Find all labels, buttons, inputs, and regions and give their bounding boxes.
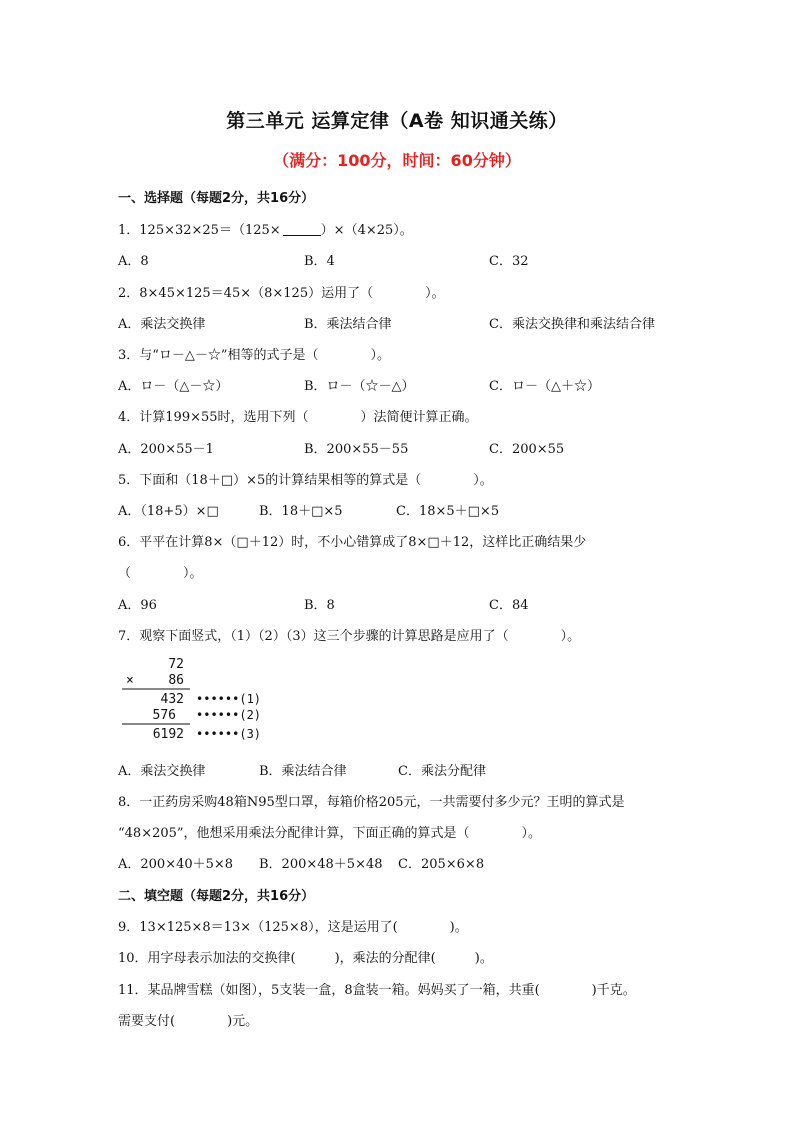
page-subtitle: （满分：100分，时间：60分钟）	[273, 151, 521, 170]
question-1-post: ）×（4×25）。	[320, 223, 413, 238]
q2-option-c[interactable]: C．乘法交换律和乘法结合律	[489, 317, 655, 332]
question-8-continued: “48×205”，他想采用乘法分配律计算，下面正确的算式是（ ）。	[118, 826, 542, 841]
q3-option-b[interactable]: B．ロ－（☆－△）	[304, 379, 415, 394]
q6-option-b[interactable]: B．8	[304, 598, 335, 613]
partial-product-1: 432	[160, 692, 184, 707]
final-product: 6192	[152, 727, 184, 742]
q7-option-b[interactable]: B．乘法结合律	[259, 764, 347, 779]
question-8: 8．一正药房采购48箱N95型口罩，每箱价格205元，一共需要付多少元？王明的算式是	[118, 795, 625, 810]
q3-option-a[interactable]: A．ロ－（△－☆）	[118, 379, 229, 394]
q4-option-b[interactable]: B．200×55－55	[304, 442, 409, 457]
q1-option-a[interactable]: A．8	[118, 254, 149, 269]
step-mark-3: ••••••(3)	[196, 727, 262, 741]
q4-option-c[interactable]: C．200×55	[489, 442, 565, 457]
question-7: 7．观察下面竖式，（1）（2）（3）这三个步骤的计算思路是应用了（ ）。	[118, 629, 581, 644]
q7-option-a[interactable]: A．乘法交换律	[118, 764, 206, 779]
q2-option-b[interactable]: B．乘法结合律	[304, 317, 392, 332]
question-9: 9．13×125×8＝13×（125×8），这是运用了( )。	[118, 920, 468, 935]
q6-option-c[interactable]: C．84	[489, 598, 529, 613]
question-2: 2．8×45×125＝45×（8×125）运用了（ ）。	[118, 286, 445, 301]
q5-option-c[interactable]: C．18×5＋□×5	[396, 504, 500, 519]
q2-option-a[interactable]: A．乘法交换律	[118, 317, 206, 332]
q1-option-c[interactable]: C．32	[489, 254, 529, 269]
multiplicand: 72	[168, 657, 184, 672]
q6-option-a[interactable]: A．96	[118, 598, 157, 613]
q5-option-a[interactable]: A．（18+5）×□	[118, 504, 219, 519]
q7-option-c[interactable]: C．乘法分配律	[398, 764, 486, 779]
q3-option-c[interactable]: C．ロ－（△＋☆）	[489, 379, 600, 394]
step-mark-1: ••••••(1)	[196, 692, 262, 706]
q4-option-a[interactable]: A．200×55－1	[118, 442, 214, 457]
section-heading-fill-in: 二、填空题（每题2分，共16分）	[118, 889, 315, 904]
question-11-continued: 需要支付( )元。	[118, 1014, 259, 1029]
question-4: 4．计算199×55时，选用下列（ ）法简便计算正确。	[118, 410, 478, 425]
q5-option-b[interactable]: B．18＋□×5	[259, 504, 343, 519]
question-1-pre: 1．125×32×25＝（125×	[118, 223, 281, 238]
step-mark-2: ••••••(2)	[196, 708, 262, 722]
section-heading-choice: 一、选择题（每题2分，共16分）	[118, 191, 315, 206]
question-5: 5．下面和（18＋□）×5的计算结果相等的算式是（ ）。	[118, 473, 493, 488]
question-1	[118, 219, 413, 238]
question-11: 11．某品牌雪糕（如图），5支装一盒，8盒装一箱。妈妈买了一箱，共重( )千克。	[118, 983, 636, 998]
multiplier: 86	[168, 673, 184, 688]
partial-product-2: 576	[152, 708, 176, 723]
q8-option-a[interactable]: A．200×40＋5×8	[118, 857, 234, 872]
q8-option-b[interactable]: B．200×48＋5×48	[259, 857, 383, 872]
question-1-blank[interactable]	[283, 223, 321, 236]
q8-option-c[interactable]: C．205×6×8	[398, 857, 485, 872]
vertical-multiplication	[118, 652, 288, 744]
question-6-continued: （ ）。	[118, 566, 203, 581]
multiply-sign: ×	[126, 673, 134, 688]
question-6: 6．平平在计算8×（□＋12）时，不小心错算成了8×□＋12，这样比正确结果少	[118, 535, 587, 550]
q1-option-b[interactable]: B．4	[304, 254, 335, 269]
question-3: 3．与“ロ－△－☆”相等的式子是（ ）。	[118, 348, 391, 363]
question-10: 10．用字母表示加法的交换律( )，乘法的分配律( )。	[118, 951, 493, 966]
page-title: 第三单元 运算定律（A卷 知识通关练）	[226, 110, 568, 132]
